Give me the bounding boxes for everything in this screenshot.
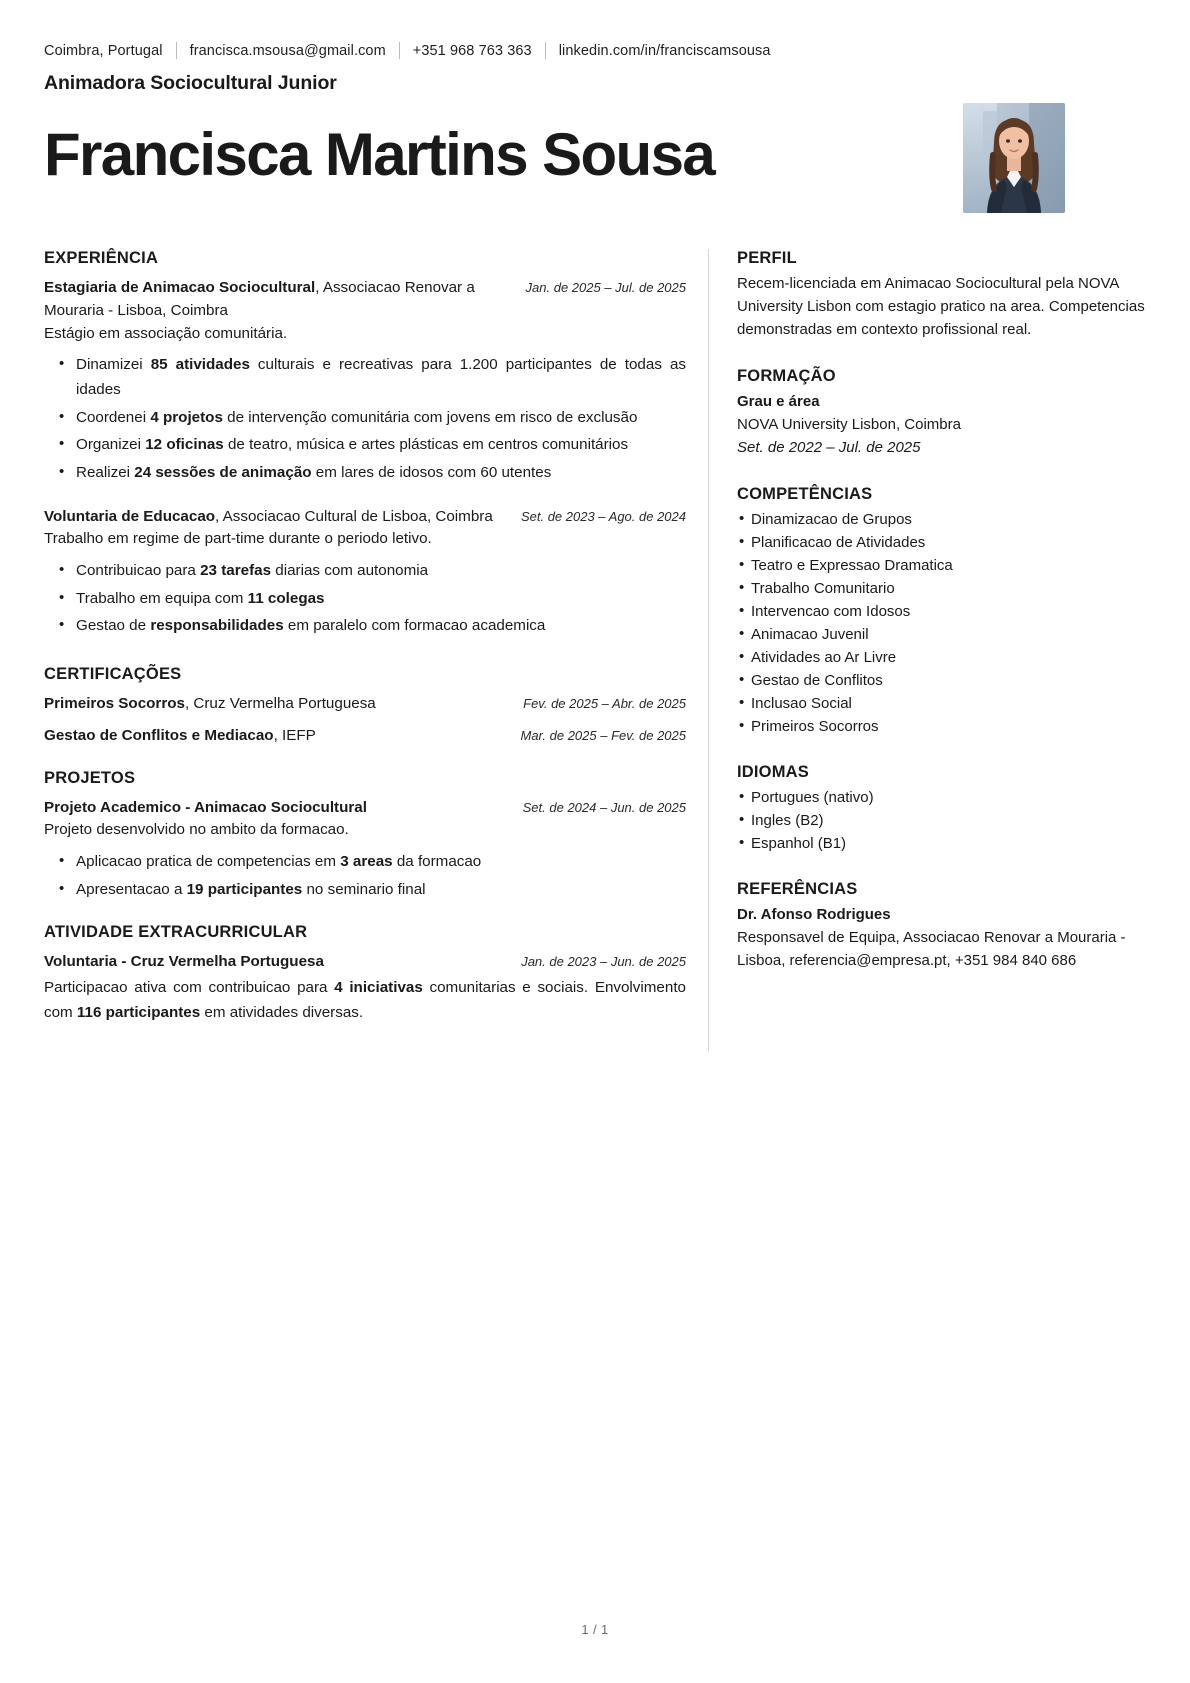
bullet-text-post: da formacao [392,853,482,871]
certification-row [44,725,686,748]
list-item: • Atividades ao Ar Livre [751,647,1146,669]
contact-phone[interactable]: +351 968 763 363 [412,42,532,59]
section-certifications [44,665,686,748]
bullet-text-post: de intervenção comunitária com jovens em risco de exclusão [222,408,638,426]
certification-name: Gestao de Conflitos e Mediacao [44,726,274,744]
resume-header [0,0,1190,213]
list-item: • Teatro e Expressao Dramatica [751,555,1146,577]
bullet-text-strong: 12 oficinas [145,436,224,454]
list-item: • Espanhol (B1) [751,833,1146,855]
experience-bullet-list [44,353,686,485]
bullet-text-strong: 85 atividades [150,356,250,374]
experience-company: , Associacao Renovar a Mouraria - Lisboa, Coimbra [44,279,475,319]
experience-role-company [44,277,512,323]
bullet-text-pre: Dinamizei [76,356,151,374]
right-column [709,249,1146,1051]
section-title-education: FORMAÇÃO [737,366,836,385]
list-item: • Inclusao Social [751,693,1146,715]
bullet-text-post: no seminario final [302,880,426,898]
list-item: • Animacao Juvenil [751,624,1146,646]
list-item [74,559,686,584]
contact-email[interactable]: francisca.msousa@gmail.com [189,42,386,59]
extracurricular-entry [44,951,686,1025]
certification-name-issuer [44,693,376,716]
experience-date: Jan. de 2025 – Jul. de 2025 [525,280,686,295]
experience-company: , Associacao Cultural de Lisboa, Coimbra [215,507,493,525]
bullet-text-post: diarias com autonomia [271,562,429,580]
reference-name: Dr. Afonso Rodrigues [737,906,891,924]
project-date: Set. de 2024 – Jun. de 2025 [522,799,686,815]
bullet-text-strong: 24 sessões de animação [134,463,312,481]
experience-date: Set. de 2023 – Ago. de 2024 [520,508,686,524]
contact-line [44,42,1146,59]
section-skills [737,485,1146,738]
extracurricular-paragraph [44,976,686,1025]
list-item: • Trabalho Comunitario [751,578,1146,600]
bullet-text-pre: Realizei [76,463,135,481]
list-item: • Intervencao com Idosos [751,601,1146,623]
section-title-certifications: CERTIFICAÇÕES [44,664,182,683]
experience-entry-head [44,277,686,323]
section-title-languages: IDIOMAS [737,763,809,782]
list-item: • Dinamizacao de Grupos [751,509,1146,531]
extracurricular-date: Jan. de 2023 – Jun. de 2025 [521,954,686,970]
certification-date: Mar. de 2025 – Fev. de 2025 [520,727,686,743]
project-name-wrap [44,797,509,820]
bullet-text-pre: Aplicacao pratica de competencias em [76,853,341,871]
experience-role: Estagiaria de Animacao Sociocultural [44,279,316,296]
extracurricular-name: Voluntaria - Cruz Vermelha Portuguesa [44,953,324,971]
certification-issuer: , IEFP [273,726,316,744]
contact-linkedin[interactable]: linkedin.com/in/franciscamsousa [558,42,771,59]
experience-entry [44,277,686,486]
reference-details: Responsavel de Equipa, Associacao Renovar a Mouraria - Lisboa, referencia@empresa.pt, +351 984 840 686 [737,929,1126,970]
education-date: Set. de 2022 – Jul. de 2025 [737,438,921,456]
page-title: Francisca Martins Sousa [44,121,715,188]
page-indicator: 1 / 1 [581,1622,609,1637]
section-extracurricular [44,923,686,1025]
certification-name: Primeiros Socorros [44,694,185,712]
bullet-text-pre: Trabalho em equipa com [76,589,248,607]
profile-photo [963,103,1065,213]
contact-location: Coimbra, Portugal [44,42,163,59]
bullet-text-strong: responsabilidades [150,617,284,635]
section-title-experience: EXPERIÊNCIA [44,249,159,267]
section-references [737,880,1146,973]
bullet-text-pre: Contribuicao para [76,562,201,580]
list-item [74,406,686,431]
name-row [44,103,1146,213]
education-school: NOVA University Lisbon, Coimbra [737,415,961,433]
contact-separator [176,42,177,59]
list-item [74,878,686,903]
job-title: Animadora Sociocultural Junior [44,72,337,94]
para-strong-1: 4 iniciativas [334,979,423,997]
certification-issuer: , Cruz Vermelha Portuguesa [184,694,376,712]
experience-role-company [44,506,507,529]
bullet-text-strong: 23 tarefas [200,562,272,580]
project-entry-head [44,797,686,820]
bullet-text-strong: 19 participantes [186,880,303,898]
bullet-text-post: em lares de idosos com 60 utentes [311,463,552,481]
experience-summary: Trabalho em regime de part-time durante o periodo letivo. [44,530,432,548]
extracurricular-entry-head [44,951,686,974]
list-item [74,614,686,639]
education-degree: Grau e área [737,392,820,410]
experience-entry [44,506,686,639]
bullet-text-pre: Coordenei [76,408,151,426]
bullet-text-pre: Gestao de [76,617,151,635]
experience-entry-head [44,506,686,529]
bullet-text-strong: 3 areas [340,853,393,871]
para-strong-2: 116 participantes [76,1003,201,1021]
project-entry [44,797,686,903]
para-pre: Participacao ativa com contribuicao para [44,979,335,997]
bullet-text-post: em paralelo com formacao academica [283,617,546,635]
skills-list [737,509,1146,738]
contact-separator [399,42,400,59]
section-projects [44,769,686,903]
bullet-text-post: culturais e recreativas para 1.200 participantes de todas as idades [76,356,686,399]
resume-body [0,249,1190,1051]
languages-list [737,787,1146,855]
list-item [74,587,686,612]
left-column [44,249,708,1051]
page-footer [0,1622,1190,1637]
bullet-text-post: de teatro, música e artes plásticas em centros comunitários [223,436,629,454]
profile-text: Recem-licenciada em Animacao Sociocultural pela NOVA University Lisbon com estagio pratico na area. Competencias demonstradas em contexto profissional real. [737,275,1145,338]
extracurricular-name-wrap [44,951,507,974]
list-item: • Gestao de Conflitos [751,670,1146,692]
section-education [737,367,1146,460]
list-item: • Primeiros Socorros [751,716,1146,738]
bullet-text-pre: Organizei [76,436,146,454]
list-item: • Ingles (B2) [751,810,1146,832]
para-mid: comunitarias e sociais. Envolvimento com [44,979,686,1021]
bullet-text-strong: 11 colegas [247,589,325,607]
list-item: • Portugues (nativo) [751,787,1146,809]
project-summary: Projeto desenvolvido no ambito da formacao. [44,821,349,839]
experience-bullet-list [44,559,686,639]
list-item [74,353,686,402]
bullet-text-strong: 4 projetos [150,408,223,426]
section-experience [44,249,686,639]
experience-summary: Estágio em associação comunitária. [44,324,288,342]
para-post: em atividades diversas. [200,1003,364,1021]
section-title-profile: PERFIL [737,249,797,267]
contact-separator [545,42,546,59]
certification-date: Fev. de 2025 – Abr. de 2025 [523,695,686,711]
experience-role: Voluntaria de Educacao [44,507,216,525]
project-bullet-list [44,850,686,902]
list-item [74,433,686,458]
section-title-references: REFERÊNCIAS [737,880,858,899]
project-name: Projeto Academico - Animacao Sociocultural [44,798,367,816]
certification-name-issuer [44,725,316,748]
section-title-skills: COMPETÊNCIAS [737,484,873,503]
section-title-projects: PROJETOS [44,768,136,787]
list-item [74,461,686,486]
certification-row [44,693,686,716]
section-profile [737,249,1146,342]
list-item [74,850,686,875]
list-item: • Planificacao de Atividades [751,532,1146,554]
section-title-extracurricular: ATIVIDADE EXTRACURRICULAR [44,923,308,942]
bullet-text-pre: Apresentacao a [76,880,187,898]
section-languages [737,763,1146,855]
